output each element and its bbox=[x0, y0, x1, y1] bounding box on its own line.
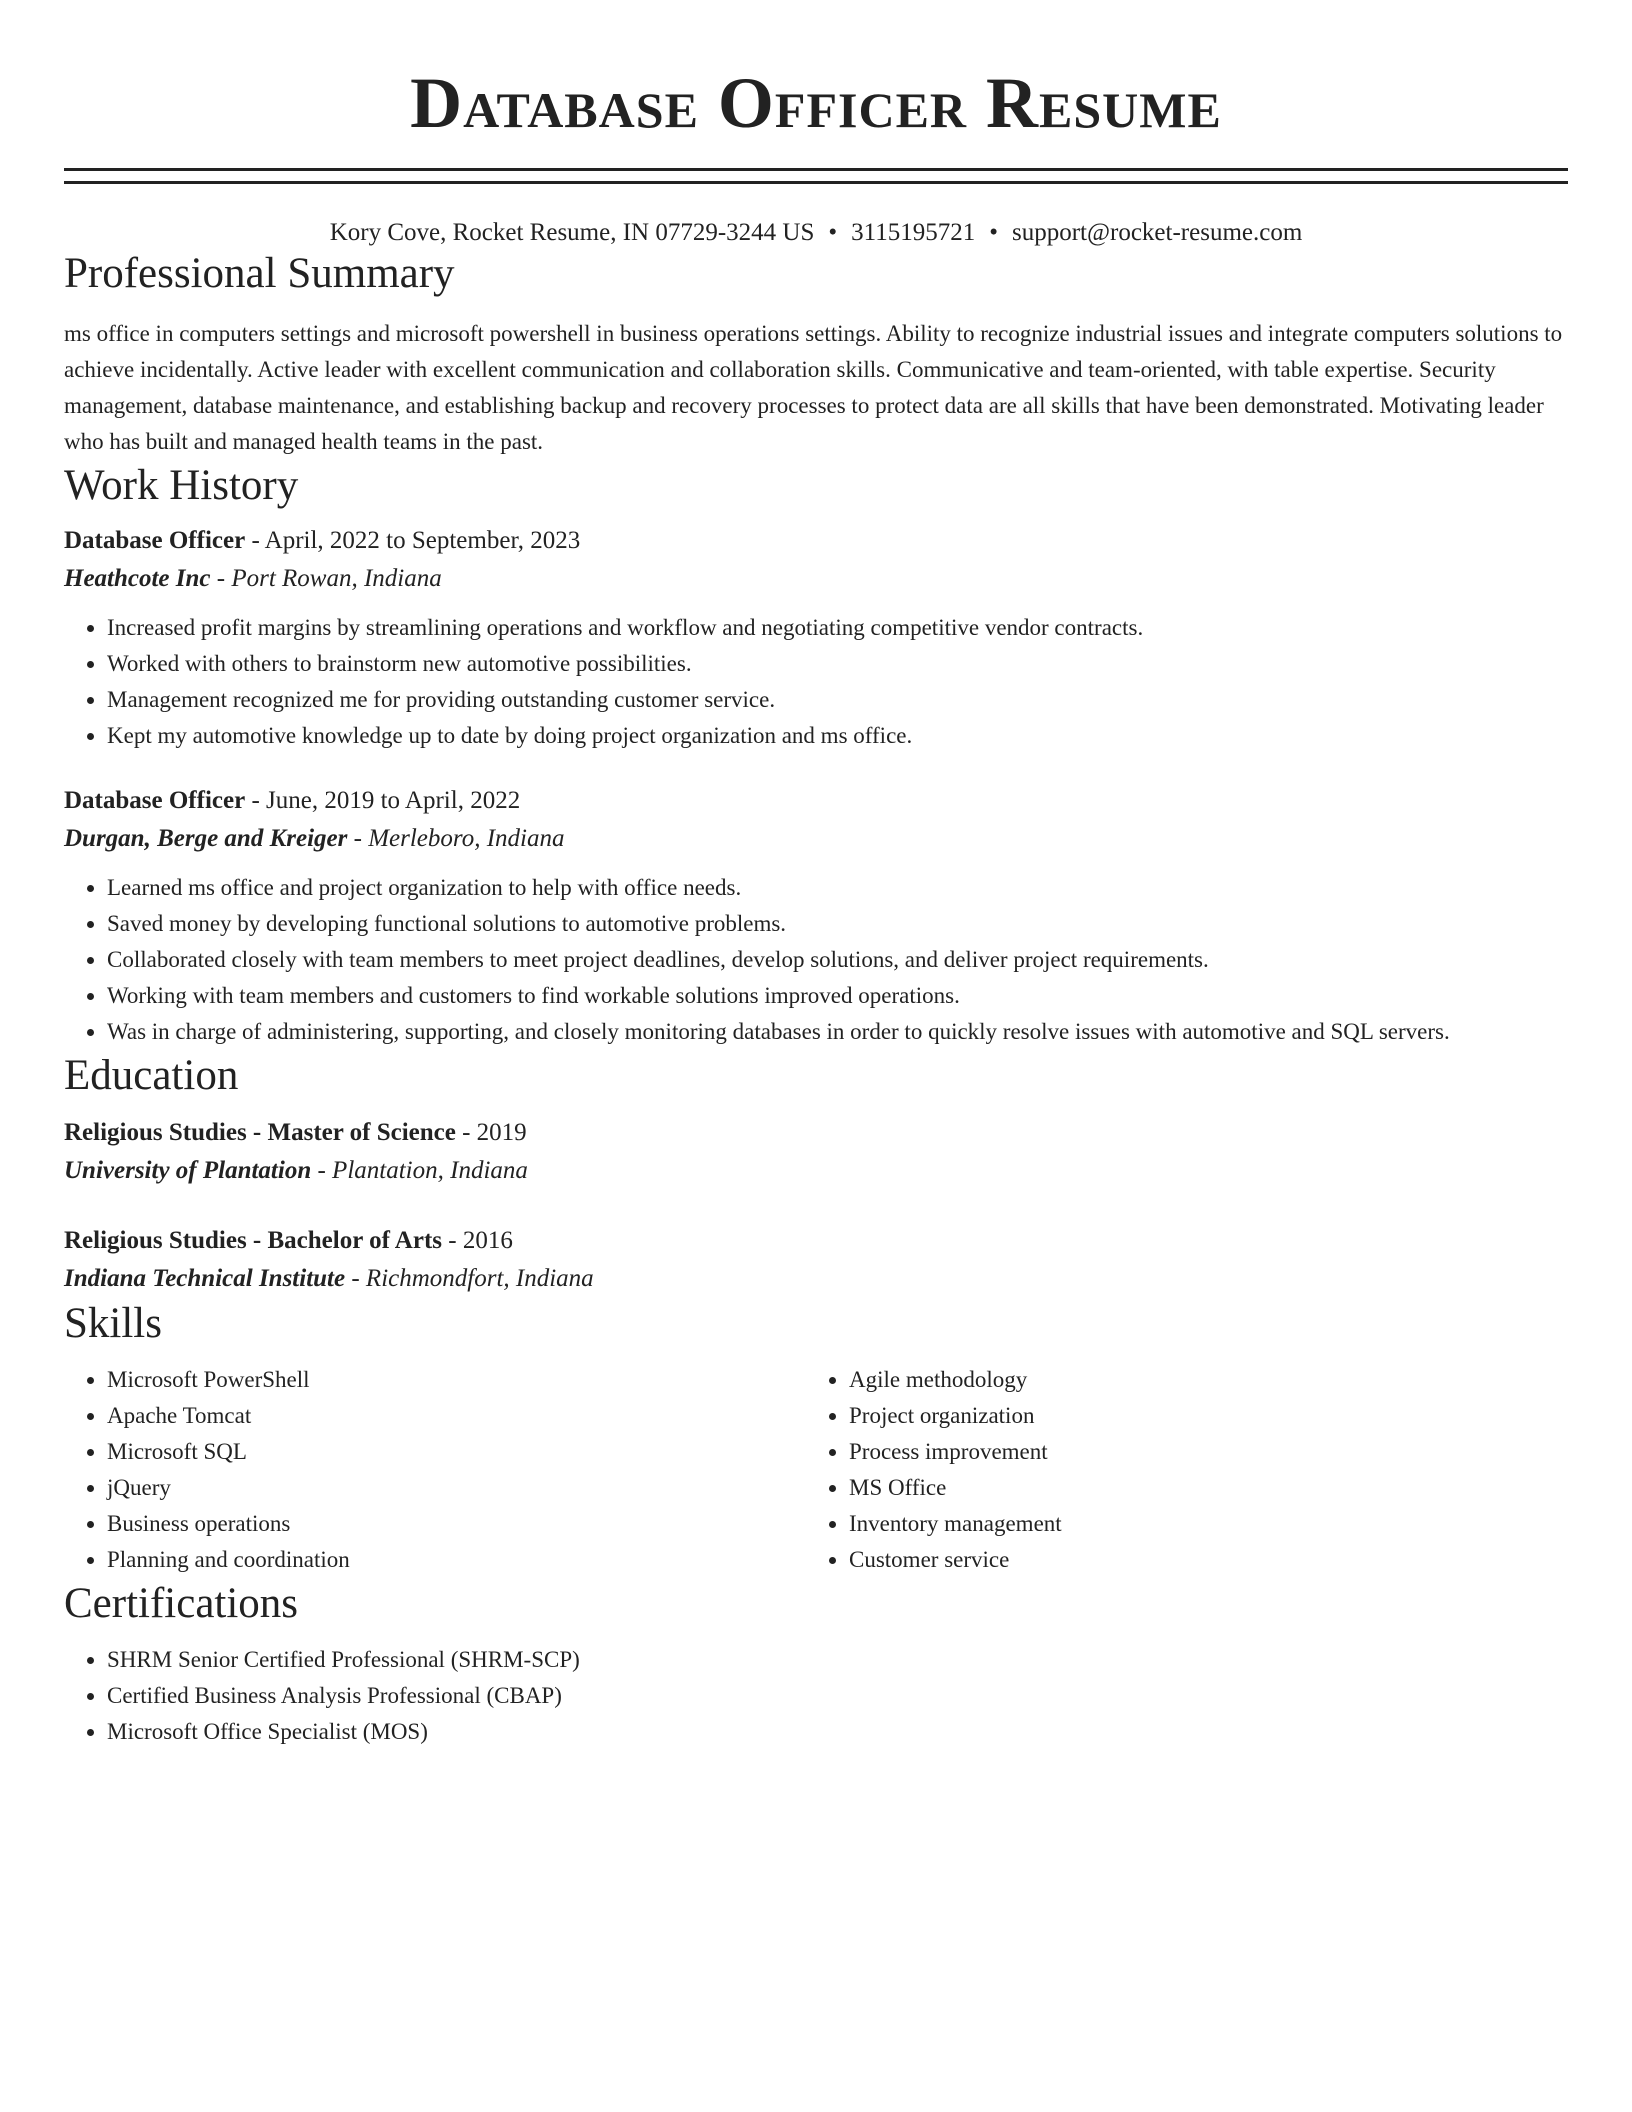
skill-item: • Project organization bbox=[849, 1398, 1548, 1434]
school-location: - Richmondfort, Indiana bbox=[345, 1265, 594, 1292]
job-role: Database Officer bbox=[64, 527, 246, 554]
degree-line bbox=[64, 1114, 1568, 1152]
summary-heading: Professional Summary bbox=[64, 250, 455, 297]
skill-item: • Microsoft SQL bbox=[107, 1434, 806, 1470]
school-line bbox=[64, 1260, 1568, 1298]
title-double-rule bbox=[64, 168, 1568, 184]
certifications-list bbox=[64, 1642, 1568, 1750]
job-bullets bbox=[64, 610, 1568, 754]
job-location: - Merleboro, Indiana bbox=[347, 825, 565, 852]
certification-item: • Microsoft Office Specialist (MOS) bbox=[107, 1714, 1568, 1750]
contact-line bbox=[64, 218, 1568, 248]
job-entry bbox=[64, 522, 1568, 754]
job-company-line bbox=[64, 820, 1568, 858]
contact-email: support@rocket-resume.com bbox=[1011, 219, 1303, 246]
skill-item: • Customer service bbox=[849, 1542, 1548, 1578]
job-company: Heathcote Inc bbox=[64, 565, 211, 592]
job-company: Durgan, Berge and Kreiger bbox=[64, 825, 348, 852]
list-item: • Increased profit margins by streamlining operations and workflow and negotiating competitive vendor contracts. bbox=[107, 610, 1568, 646]
school-name: Indiana Technical Institute bbox=[64, 1265, 346, 1292]
list-item: • Collaborated closely with team members to meet project deadlines, develop solutions, and deliver project requirements. bbox=[107, 942, 1568, 978]
job-company-line bbox=[64, 560, 1568, 598]
school-location: - Plantation, Indiana bbox=[311, 1157, 528, 1184]
school-line bbox=[64, 1152, 1568, 1190]
contact-address: Kory Cove, Rocket Resume, IN 07729-3244 US bbox=[329, 219, 815, 246]
school-name: University of Plantation bbox=[64, 1157, 312, 1184]
skill-item: • Agile methodology bbox=[849, 1362, 1548, 1398]
job-location: - Port Rowan, Indiana bbox=[210, 565, 442, 592]
list-item: • Worked with others to brainstorm new automotive possibilities. bbox=[107, 646, 1568, 682]
skill-item: • Apache Tomcat bbox=[107, 1398, 806, 1434]
job-dates: - June, 2019 to April, 2022 bbox=[245, 787, 521, 814]
resume-title: Database Officer Resume bbox=[410, 63, 1222, 143]
job-title-line bbox=[64, 782, 1568, 820]
job-entry bbox=[64, 782, 1568, 1050]
skill-item: • Business operations bbox=[107, 1506, 806, 1542]
job-role: Database Officer bbox=[64, 787, 246, 814]
degree-year: - 2016 bbox=[442, 1227, 513, 1254]
work-history-heading: Work History bbox=[64, 462, 299, 509]
contact-separator: • bbox=[828, 219, 838, 246]
education-heading: Education bbox=[64, 1052, 239, 1099]
list-item: • Kept my automotive knowledge up to date by doing project organization and ms office. bbox=[107, 718, 1568, 754]
job-dates: - April, 2022 to September, 2023 bbox=[245, 527, 581, 554]
contact-separator: • bbox=[989, 219, 998, 246]
degree-name: Religious Studies - Master of Science bbox=[64, 1119, 456, 1146]
contact-phone: 3115195721 bbox=[851, 219, 976, 246]
certifications-heading: Certifications bbox=[64, 1580, 299, 1627]
skills-list-right bbox=[806, 1362, 1548, 1578]
skill-item: • Inventory management bbox=[849, 1506, 1548, 1542]
skills-heading: Skills bbox=[64, 1300, 162, 1347]
job-bullets bbox=[64, 870, 1568, 1050]
skill-item: • jQuery bbox=[107, 1470, 806, 1506]
certification-item: • SHRM Senior Certified Professional (SHRM-SCP) bbox=[107, 1642, 1568, 1678]
list-item: • Management recognized me for providing outstanding customer service. bbox=[107, 682, 1568, 718]
skill-item: • Planning and coordination bbox=[107, 1542, 806, 1578]
list-item: • Saved money by developing functional solutions to automotive problems. bbox=[107, 906, 1568, 942]
list-item: • Learned ms office and project organization to help with office needs. bbox=[107, 870, 1568, 906]
degree-name: Religious Studies - Bachelor of Arts bbox=[64, 1227, 443, 1254]
job-title-line bbox=[64, 522, 1568, 560]
skill-item: • Microsoft PowerShell bbox=[107, 1362, 806, 1398]
degree-year: - 2019 bbox=[455, 1119, 527, 1146]
education-entry bbox=[64, 1222, 1568, 1298]
summary-text: ms office in computers settings and microsoft powershell in business operations settings. Ability to recognize industrial issues and integrate computers solutions to achieve incidentally. Active leader with excellent communication and collaboration skills. Communicative and team-oriented, with table expertise. Security management, database maintenance, and establishing backup and recovery processes to protect data are all skills that have been demonstrated. Motivating leader who has built and managed health teams in the past. bbox=[64, 321, 1563, 454]
skill-item: • MS Office bbox=[849, 1470, 1548, 1506]
skills-list-left bbox=[64, 1362, 806, 1578]
skills-columns bbox=[64, 1362, 1568, 1578]
list-item: • Working with team members and customers to find workable solutions improved operations. bbox=[107, 978, 1568, 1014]
list-item: • Was in charge of administering, supporting, and closely monitoring databases in order to quickly resolve issues with automotive and SQL servers. bbox=[107, 1014, 1568, 1050]
education-entry bbox=[64, 1114, 1568, 1190]
certification-item: • Certified Business Analysis Professional (CBAP) bbox=[107, 1678, 1568, 1714]
skill-item: • Process improvement bbox=[849, 1434, 1548, 1470]
degree-line bbox=[64, 1222, 1568, 1260]
